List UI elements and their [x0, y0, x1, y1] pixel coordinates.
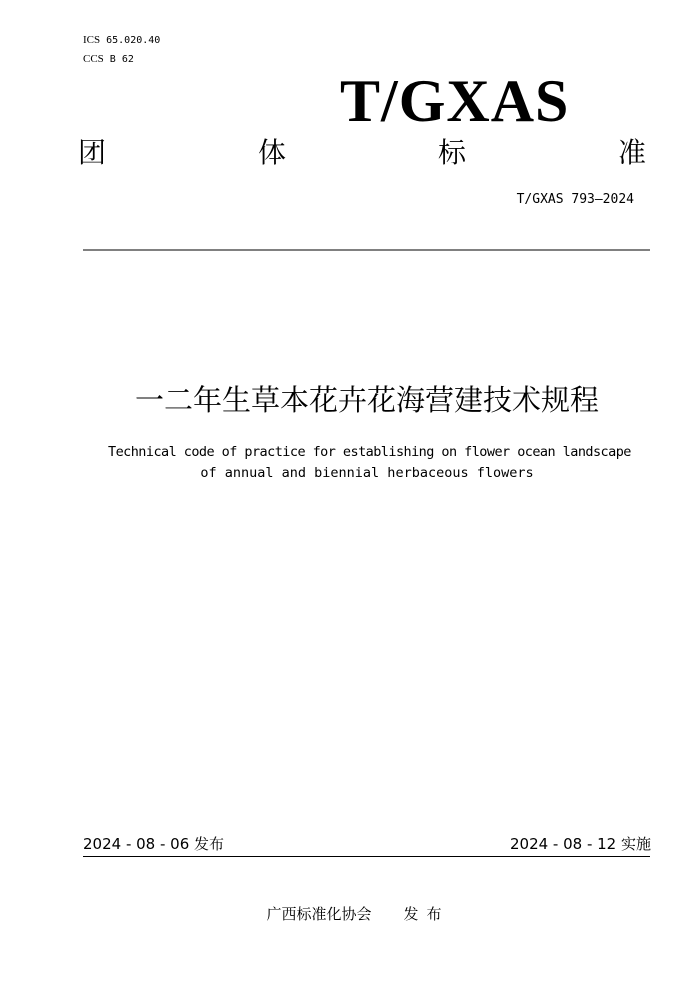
document-title-chinese: 一二年生草本花卉花海营建技术规程 [134, 383, 599, 417]
ccs-label: CCS [83, 53, 104, 65]
group-standard-char: 体 [257, 136, 286, 169]
standard-number: T/GXAS 793—2024 [516, 192, 634, 207]
footer-divider [83, 856, 650, 857]
ccs-line [83, 52, 134, 67]
group-standard-heading [78, 136, 646, 170]
group-standard-char: 标 [437, 136, 466, 169]
ccs-code: B 62 [109, 54, 134, 65]
document-title-english-line2: of annual and biennial herbaceous flowers [200, 465, 534, 481]
publisher-action: 发布 [403, 905, 450, 923]
ics-line [83, 33, 160, 48]
publisher-organization: 广西标准化协会 [266, 905, 372, 923]
release-date: 2024 - 08 - 06 发布 [83, 835, 225, 853]
implementation-date: 2024 - 08 - 12 实施 [509, 835, 651, 853]
header-divider [83, 249, 650, 251]
publisher-line [0, 904, 700, 924]
standard-logo: T/GXAS [340, 68, 570, 134]
document-title-english-line1: Technical code of practice for establishing on flower ocean landscape [108, 444, 631, 460]
ics-code: 65.020.40 [106, 35, 161, 46]
ics-label: ICS [83, 34, 101, 46]
group-standard-char: 准 [617, 136, 646, 169]
group-standard-char: 团 [78, 136, 107, 169]
